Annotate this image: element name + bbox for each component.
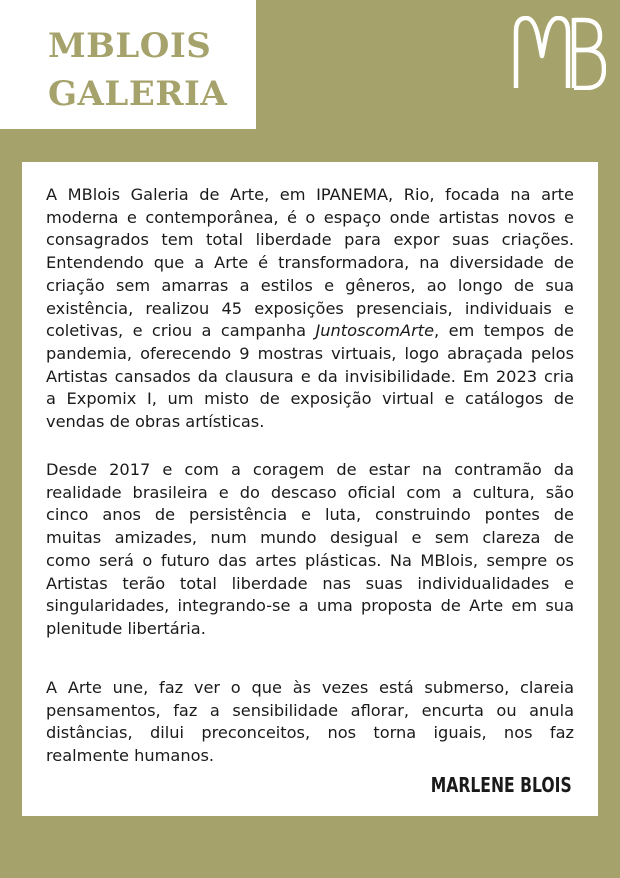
- text-line-campaign: [46, 320, 574, 343]
- text-line: criação sem amarras a estilos e gêneros, ao longo de sua: [46, 275, 574, 295]
- text-line: cinco anos de persistência e luta, construindo pontes de: [46, 505, 574, 525]
- text-line: muitas amizades, num mundo desigual e sem clareza de: [46, 528, 574, 548]
- gallery-title-line-2: GALERIA: [48, 74, 228, 114]
- text-segment: , em tempos de: [434, 321, 575, 341]
- about-paragraph-3: [46, 677, 574, 768]
- about-paragraph-2: [46, 459, 574, 641]
- about-paragraph-1: [46, 184, 574, 434]
- text-line: pensamentos, faz a sensibilidade aflorar, encurta ou anula: [46, 700, 574, 720]
- text-line: como será o futuro das artes plásticas. Na MBlois, sempre os: [46, 550, 574, 570]
- text-line: distâncias, dilui preconceitos, nos torna iguais, nos faz: [46, 723, 574, 743]
- campaign-name: JuntoscomArte: [315, 321, 435, 341]
- text-line: moderna e contemporânea, é o espaço onde artistas novos e: [46, 207, 574, 227]
- text-line: Artistas cansados da clausura e da invisibilidade. Em 2023 cria: [46, 366, 574, 386]
- text-line: consagrados tem total liberdade para expor suas criações.: [46, 230, 574, 250]
- text-line: plenitude libertária.: [46, 618, 206, 638]
- text-line: A MBlois Galeria de Arte, em IPANEMA, Rio, focada na arte: [46, 185, 574, 204]
- about-text-panel: [22, 162, 598, 816]
- author-signature: MARLENE BLOIS: [431, 773, 572, 797]
- title-box: [0, 0, 256, 129]
- text-line: a Expomix I, um misto de exposição virtual e catálogos de: [46, 389, 574, 409]
- mb-monogram-icon: [510, 16, 606, 90]
- gallery-title-line-1: MBLOIS: [48, 26, 212, 66]
- text-line: A Arte une, faz ver o que às vezes está submerso, clareia: [46, 678, 574, 697]
- text-line: existência, realizou 45 exposições presenciais, individuais e: [46, 298, 574, 318]
- text-line: pandemia, oferecendo 9 mostras virtuais, logo abraçada pelos: [46, 343, 574, 363]
- text-line: vendas de obras artísticas.: [46, 412, 265, 432]
- text-line: realidade brasileira e do descaso oficial com a cultura, são: [46, 482, 574, 502]
- text-line: realmente humanos.: [46, 746, 215, 766]
- text-line: Entendendo que a Arte é transformadora, na diversidade de: [46, 253, 574, 273]
- text-line: Artistas terão total liberdade nas suas individualidades e: [46, 573, 574, 593]
- text-line: Desde 2017 e com a coragem de estar na contramão da: [46, 460, 574, 479]
- text-segment: coletivas, e criou a campanha: [46, 321, 316, 341]
- text-line: singularidades, integrando-se a uma proposta de Arte em sua: [46, 596, 574, 616]
